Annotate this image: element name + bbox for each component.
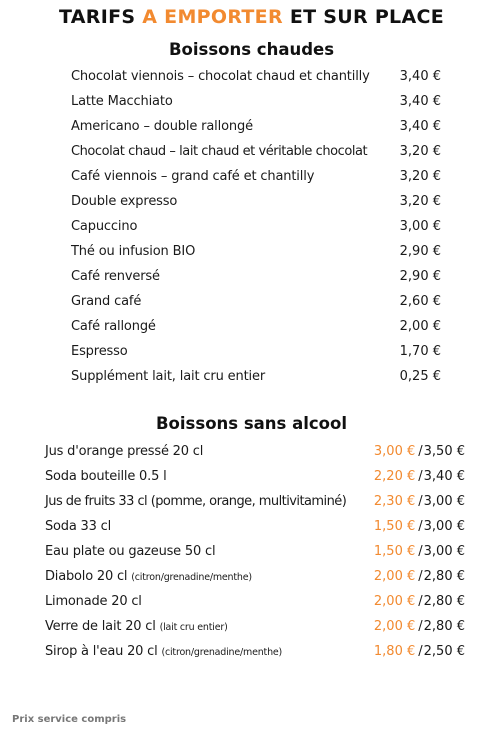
list-item xyxy=(45,589,475,614)
item-label: Verre de lait 20 cl xyxy=(45,619,160,634)
item-price: 2,90 € xyxy=(399,244,441,259)
onsite-price: 3,00 € xyxy=(423,494,465,509)
onsite-price: 2,80 € xyxy=(423,594,465,609)
item-note: (lait cru entier) xyxy=(159,622,228,633)
item-price: 1,70 € xyxy=(399,344,441,359)
price-separator: / xyxy=(418,569,423,584)
item-prices xyxy=(374,439,465,464)
item-name: Double expresso xyxy=(71,194,178,209)
price-separator: / xyxy=(418,494,423,509)
item-name: Latte Macchiato xyxy=(71,94,173,109)
onsite-price: 2,50 € xyxy=(423,644,465,659)
price-separator: / xyxy=(418,444,423,459)
footer-note: Prix service compris xyxy=(12,714,127,725)
takeaway-price: 2,20 € xyxy=(373,469,416,484)
takeaway-price: 2,00 € xyxy=(373,569,416,584)
list-item xyxy=(71,314,451,339)
item-prices xyxy=(374,539,465,564)
price-separator: / xyxy=(418,594,423,609)
item-name: Americano – double rallongé xyxy=(71,119,253,134)
item-name xyxy=(45,539,215,565)
item-prices xyxy=(374,614,465,639)
takeaway-price: 1,50 € xyxy=(373,544,416,559)
onsite-price: 3,00 € xyxy=(423,519,465,534)
list-item xyxy=(45,514,475,539)
list-item xyxy=(45,564,475,589)
item-price: 2,60 € xyxy=(399,294,441,309)
item-price: 3,40 € xyxy=(399,119,441,134)
price-separator: / xyxy=(418,519,423,534)
price-separator: / xyxy=(418,544,423,559)
item-label: Eau plate ou gazeuse 50 cl xyxy=(45,544,216,559)
item-name: Café renversé xyxy=(71,269,160,284)
item-name xyxy=(45,489,346,515)
item-label: Jus de fruits 33 cl (pomme, orange, multivitaminé) xyxy=(45,494,347,509)
list-item xyxy=(71,114,451,139)
item-price: 0,25 € xyxy=(399,369,441,384)
item-name: Chocolat viennois – chocolat chaud et chantilly xyxy=(71,69,370,84)
title-part1: TARIFS xyxy=(58,6,143,28)
item-label: Limonade 20 cl xyxy=(45,594,142,609)
item-label: Soda bouteille 0.5 l xyxy=(45,469,167,484)
item-label: Soda 33 cl xyxy=(45,519,111,534)
takeaway-price: 1,50 € xyxy=(373,519,416,534)
title-part2: ET SUR PLACE xyxy=(282,6,444,28)
list-item xyxy=(45,639,475,664)
takeaway-price: 1,80 € xyxy=(373,644,416,659)
item-prices xyxy=(374,489,465,514)
list-item xyxy=(45,464,475,489)
item-name xyxy=(45,564,252,590)
list-item xyxy=(71,89,451,114)
cold-drinks-list xyxy=(45,439,475,664)
list-item xyxy=(45,614,475,639)
list-item xyxy=(45,489,475,514)
takeaway-price: 2,00 € xyxy=(373,619,416,634)
page-title xyxy=(0,6,503,28)
list-item xyxy=(45,439,475,464)
item-price: 3,40 € xyxy=(399,94,441,109)
item-name: Grand café xyxy=(71,294,142,309)
item-prices xyxy=(374,514,465,539)
item-name: Thé ou infusion BIO xyxy=(71,244,196,259)
item-name: Chocolat chaud – lait chaud et véritable chocolat xyxy=(71,144,368,159)
list-item xyxy=(71,264,451,289)
price-separator: / xyxy=(418,619,423,634)
item-prices xyxy=(374,589,465,614)
list-item xyxy=(71,364,451,389)
item-name: Supplément lait, lait cru entier xyxy=(71,369,266,384)
price-separator: / xyxy=(418,644,423,659)
item-price: 2,90 € xyxy=(399,269,441,284)
list-item xyxy=(71,189,451,214)
item-name xyxy=(45,639,282,665)
list-item xyxy=(71,164,451,189)
item-prices xyxy=(374,564,465,589)
title-accent: A EMPORTER xyxy=(142,6,283,28)
takeaway-price: 2,00 € xyxy=(373,594,416,609)
item-label: Jus d'orange pressé 20 cl xyxy=(45,444,204,459)
item-price: 3,20 € xyxy=(399,144,441,159)
onsite-price: 2,80 € xyxy=(423,569,465,584)
item-name xyxy=(45,439,203,465)
item-label: Sirop à l'eau 20 cl xyxy=(45,644,162,659)
onsite-price: 3,00 € xyxy=(423,544,465,559)
list-item xyxy=(71,64,451,89)
cold-drinks-title: Boissons sans alcool xyxy=(155,414,348,433)
list-item xyxy=(45,539,475,564)
item-name xyxy=(45,589,142,615)
list-item xyxy=(71,139,451,164)
item-price: 3,00 € xyxy=(399,219,441,234)
hot-drinks-title: Boissons chaudes xyxy=(168,40,335,59)
price-separator: / xyxy=(418,469,423,484)
item-prices xyxy=(374,639,465,664)
item-prices xyxy=(374,464,465,489)
list-item xyxy=(71,289,451,314)
item-name: Espresso xyxy=(71,344,128,359)
onsite-price: 3,40 € xyxy=(423,469,465,484)
list-item xyxy=(71,239,451,264)
list-item xyxy=(71,339,451,364)
onsite-price: 2,80 € xyxy=(423,619,465,634)
item-name: Café viennois – grand café et chantilly xyxy=(71,169,315,184)
item-name xyxy=(45,464,166,490)
hot-drinks-list xyxy=(71,64,451,389)
item-note: (citron/grenadine/menthe) xyxy=(131,572,252,583)
item-price: 2,00 € xyxy=(399,319,441,334)
item-name xyxy=(45,614,228,640)
item-note: (citron/grenadine/menthe) xyxy=(161,647,283,658)
takeaway-price: 2,30 € xyxy=(373,494,416,509)
item-label: Diabolo 20 cl xyxy=(45,569,132,584)
item-name: Café rallongé xyxy=(71,319,156,334)
item-name xyxy=(45,514,111,540)
list-item xyxy=(71,214,451,239)
takeaway-price: 3,00 € xyxy=(373,444,416,459)
item-price: 3,40 € xyxy=(399,69,441,84)
item-price: 3,20 € xyxy=(399,194,441,209)
item-price: 3,20 € xyxy=(399,169,441,184)
item-name: Capuccino xyxy=(71,219,138,234)
onsite-price: 3,50 € xyxy=(423,444,465,459)
